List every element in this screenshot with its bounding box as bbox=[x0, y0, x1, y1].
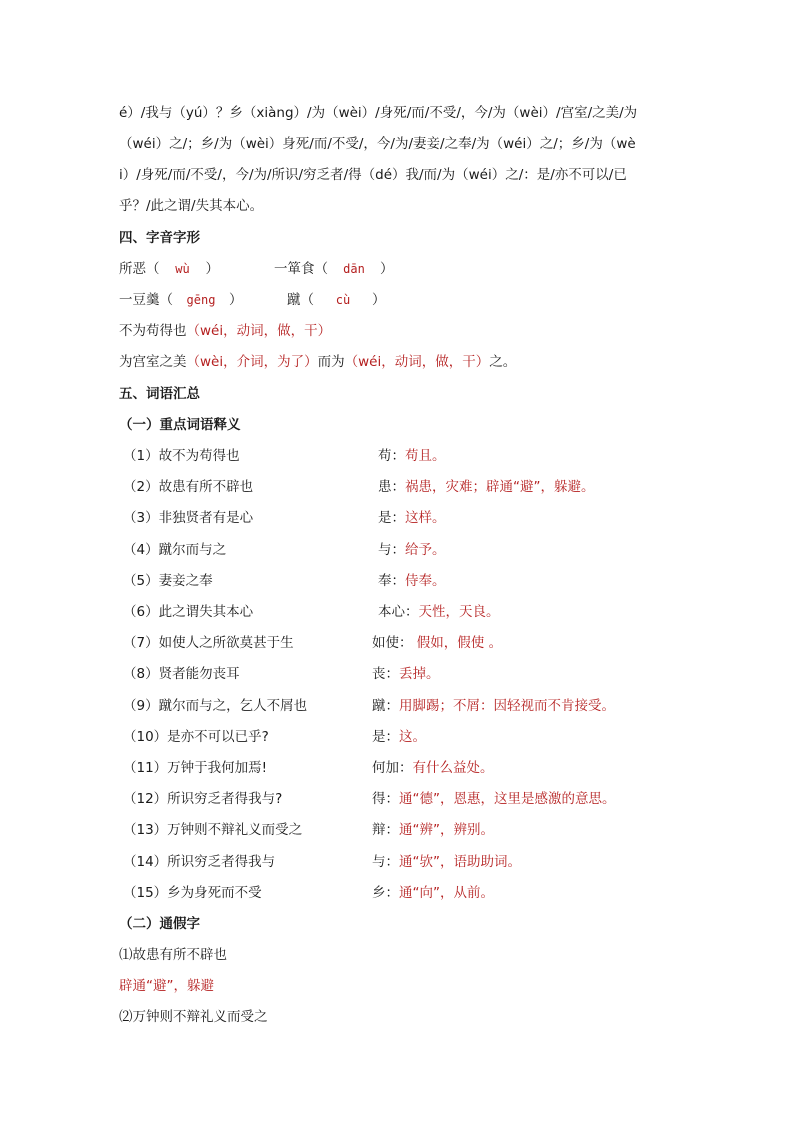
vocab-definition bbox=[378, 540, 446, 560]
phrase: 为宫室之美 bbox=[119, 354, 187, 370]
pinyin: cù bbox=[335, 293, 351, 307]
vocab-definition bbox=[372, 789, 616, 809]
vocab-phrase: （15）乡为身死而不受 bbox=[123, 884, 262, 901]
vocab-meaning: 假如，假使 。 bbox=[412, 635, 503, 652]
vocab-definition bbox=[372, 883, 494, 903]
note: （wéi，动词，做，干） bbox=[186, 323, 332, 339]
pinyin: wù bbox=[175, 262, 190, 276]
vocab-meaning: 这。 bbox=[399, 728, 426, 745]
vocab-phrase: （4）蹴尔而与之 bbox=[123, 541, 227, 558]
word: 所恶（ bbox=[119, 261, 160, 277]
vocab-meaning: 用脚踢；不屑：因轻视而不肯接受。 bbox=[399, 697, 615, 714]
vocab-phrase: （3）非独贤者有是心 bbox=[123, 510, 254, 527]
paren: ） bbox=[229, 292, 243, 308]
vocab-meaning: 通“向”，从前。 bbox=[399, 884, 494, 901]
vocab-definition bbox=[378, 477, 595, 497]
vocab-phrase: （8）贤者能勿丧耳 bbox=[123, 666, 240, 683]
vocab-definition bbox=[372, 727, 426, 747]
vocab-meaning: 这样。 bbox=[405, 510, 446, 527]
vocab-key: 与： bbox=[372, 853, 399, 870]
phrase: 不为苟得也 bbox=[119, 323, 187, 339]
vocab-meaning: 通“辨”，辨别。 bbox=[399, 822, 494, 839]
vocab-phrase: （5）妻妾之奉 bbox=[123, 572, 213, 589]
vocab-key: 辩： bbox=[372, 822, 399, 839]
vocab-meaning: 丢掉。 bbox=[399, 666, 440, 683]
passage-line: é）/我与（yú）？乡（xiàng）/为（wèi）/身死/而/不受/，今/为（wèi）/宫室/之美/为 bbox=[119, 105, 638, 121]
tongjia-line: ⑴故患有所不辟也 bbox=[119, 947, 227, 963]
paren: ） bbox=[205, 261, 219, 277]
vocab-definition bbox=[372, 664, 440, 684]
paren: ） bbox=[380, 261, 394, 277]
vocab-key: 是： bbox=[372, 728, 399, 745]
vocab-definition bbox=[372, 758, 494, 778]
passage-line: i）/身死/而/不受/，今/为/所识/穷乏者/得（dé）我/而/为（wéi）之/：是/亦不可以/已 bbox=[119, 167, 627, 183]
pronunciation-item bbox=[287, 290, 386, 310]
vocab-key: 乡： bbox=[372, 884, 399, 901]
usage-line bbox=[119, 352, 516, 372]
vocab-phrase: （1）故不为苟得也 bbox=[123, 448, 240, 464]
note: （wèi，介词，为了） bbox=[186, 354, 318, 370]
word: 一箪食（ bbox=[274, 261, 328, 277]
word: 一豆羹（ bbox=[119, 292, 173, 308]
vocab-definition bbox=[372, 820, 494, 840]
vocab-definition bbox=[372, 633, 502, 653]
vocab-meaning: 苟且。 bbox=[405, 448, 446, 464]
section-heading: 四、字音字形 bbox=[119, 230, 200, 246]
vocab-meaning: 给予。 bbox=[405, 541, 446, 558]
vocab-phrase: （14）所识穷乏者得我与 bbox=[123, 853, 276, 870]
pronunciation-item bbox=[119, 259, 219, 279]
vocab-key: 奉： bbox=[378, 572, 405, 589]
vocab-meaning: 天性，天良。 bbox=[418, 604, 500, 620]
vocab-phrase: （13）万钟则不辩礼义而受之 bbox=[123, 822, 303, 839]
vocab-key: 丧： bbox=[372, 666, 399, 683]
pinyin: gēng bbox=[186, 293, 216, 307]
section-heading: 五、词语汇总 bbox=[119, 386, 200, 402]
vocab-meaning: 祸患，灾难；辟通“避”，躲避。 bbox=[405, 479, 595, 496]
paren: ） bbox=[372, 292, 386, 308]
vocab-definition bbox=[378, 602, 500, 622]
passage-line: （wéi）之/；乡/为（wèi）身死/而/不受/，今/为/妻妾/之奉/为（wéi）之/；乡/为（wè bbox=[119, 136, 636, 152]
vocab-meaning: 侍奉。 bbox=[405, 572, 446, 589]
subsection-heading: （二）通假字 bbox=[119, 916, 200, 932]
passage-line: 乎？/此之谓/失其本心。 bbox=[119, 198, 264, 214]
vocab-key: 蹴： bbox=[372, 697, 399, 714]
vocab-phrase: （6）此之谓失其本心 bbox=[123, 604, 254, 620]
vocab-definition bbox=[378, 508, 446, 528]
vocab-key: 何加： bbox=[372, 760, 413, 776]
vocab-meaning: 通“德”，恩惠，这里是感激的意思。 bbox=[399, 791, 616, 808]
vocab-phrase: （11）万钟于我何加焉! bbox=[123, 760, 268, 776]
vocab-definition bbox=[372, 696, 615, 716]
vocab-key: 苟： bbox=[378, 448, 405, 464]
note: （wéi，动词，做，干） bbox=[344, 354, 490, 370]
vocab-meaning: 有什么益处。 bbox=[412, 760, 494, 776]
vocab-phrase: （9）蹴尔而与之，乞人不屑也 bbox=[123, 697, 308, 714]
pronunciation-item bbox=[274, 259, 394, 279]
phrase: 之。 bbox=[489, 354, 517, 370]
vocab-phrase: （10）是亦不可以已乎? bbox=[123, 728, 269, 745]
tongjia-line: 辟通“避”，躲避 bbox=[119, 978, 214, 994]
vocab-phrase: （12）所识穷乏者得我与? bbox=[123, 791, 283, 808]
pronunciation-item bbox=[119, 290, 243, 310]
vocab-phrase: （2）故患有所不辟也 bbox=[123, 479, 254, 496]
vocab-key: 与： bbox=[378, 541, 405, 558]
usage-line bbox=[119, 321, 331, 341]
vocab-definition bbox=[378, 446, 446, 466]
vocab-key: 是： bbox=[378, 510, 405, 527]
subsection-heading: （一）重点词语释义 bbox=[119, 417, 241, 433]
vocab-meaning: 通“欤”，语助助词。 bbox=[399, 853, 521, 870]
vocab-key: 患： bbox=[378, 479, 405, 496]
vocab-key: 如使： bbox=[372, 635, 413, 652]
vocab-phrase: （7）如使人之所欲莫甚于生 bbox=[123, 635, 294, 652]
vocab-key: 得： bbox=[372, 791, 399, 808]
pinyin: dān bbox=[343, 262, 365, 276]
word: 蹴（ bbox=[287, 292, 314, 308]
vocab-key: 本心： bbox=[378, 604, 419, 620]
vocab-definition bbox=[372, 852, 521, 872]
tongjia-line: ⑵万钟则不辩礼义而受之 bbox=[119, 1009, 268, 1025]
phrase: 而为 bbox=[317, 354, 345, 370]
vocab-definition bbox=[378, 571, 446, 591]
